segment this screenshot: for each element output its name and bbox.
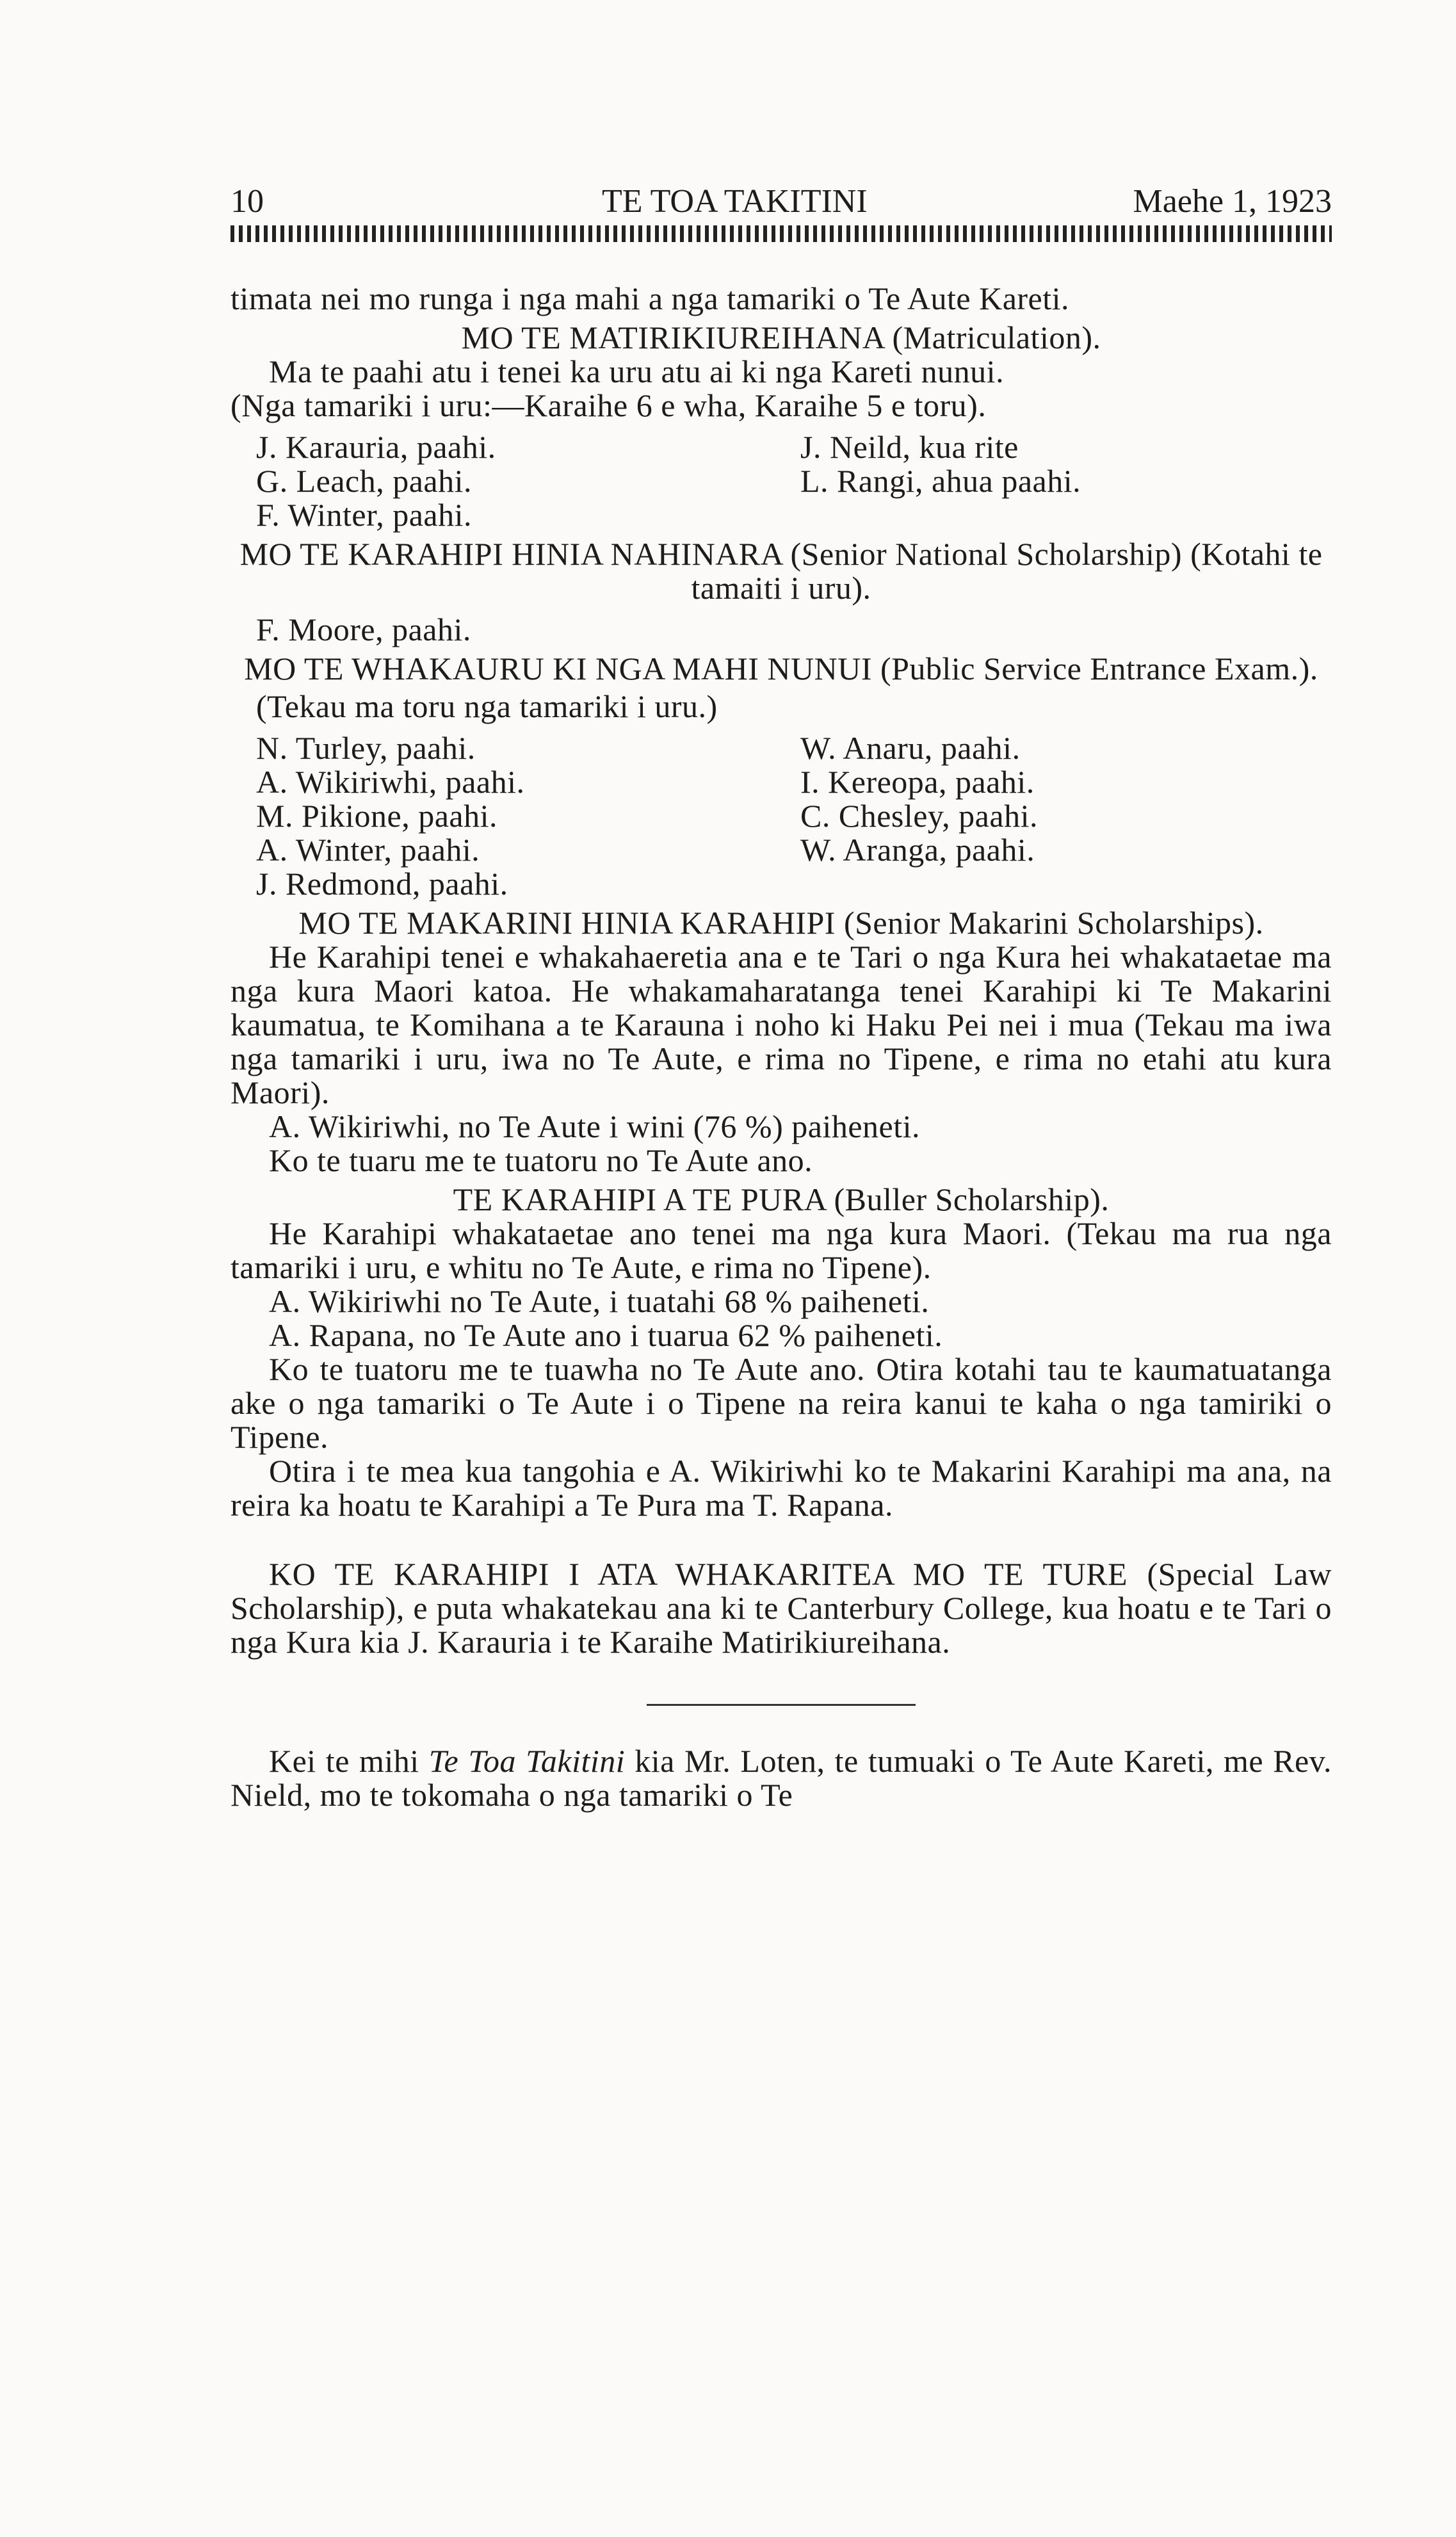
list-item: L. Rangi, ahua paahi. <box>800 463 1081 499</box>
list-item: J. Neild, kua rite <box>800 429 1019 465</box>
list-item: W. Aranga, paahi. <box>800 832 1035 868</box>
closing-text-post: kia Mr. Loten, te tumuaki o Te Aute Kareti, me Rev. Nield, mo te tokomaha o nga tamariki o Te <box>231 1743 1332 1813</box>
running-header <box>231 182 1332 221</box>
list-item: M. Pikione, paahi. <box>256 798 498 834</box>
list-item: J. Karauria, paahi. <box>256 429 496 465</box>
matriculation-names <box>256 430 1332 532</box>
list-item: F. Winter, paahi. <box>256 497 472 533</box>
issue-date: Maehe 1, 1923 <box>1133 183 1332 220</box>
list-item: W. Anaru, paahi. <box>800 730 1021 766</box>
publication-title: TE TOA TAKITINI <box>602 183 868 220</box>
list-item: N. Turley, paahi. <box>256 730 476 766</box>
buller-heading: TE KARAHIPI A TE PURA (Buller Scholarship). <box>453 1181 1110 1217</box>
makarini-paragraph: He Karahipi tenei e whakahaeretia ana e te Tari o nga Kura hei whakataetae ma nga kura Maori katoa. He whakamaharatanga tenei Karahipi ki Te Makarini kaumatua, te Komihana a te Karauna i noho ki Haku Pei nei i mua (Tekau ma iwa nga tamariki i uru, iwa no Te Aute, e rima no Tipene, e rima no etahi atu kura Maori). <box>231 939 1332 1110</box>
list-item <box>800 498 1357 532</box>
buller-result-1: A. Wikiriwhi no Te Aute, i tuatahi 68 % paiheneti. <box>269 1283 930 1319</box>
matriculation-heading: MO TE MATIRIKIUREIHANA (Matriculation). <box>461 320 1101 355</box>
matriculation-paragraph: Ma te paahi atu i tenei ka uru atu ai ki nga Kareti nunui. <box>269 353 1005 389</box>
buller-paragraph-3: Otira i te mea kua tangohia e A. Wikiriwhi ko te Makarini Karahipi ma ana, na reira ka hoatu te Karahipi a Te Pura ma T. Rapana. <box>231 1453 1332 1523</box>
makarini-result: A. Wikiriwhi, no Te Aute i wini (76 %) paiheneti. <box>269 1108 920 1144</box>
closing-paragraph <box>231 1744 1332 1812</box>
page-number: 10 <box>231 183 264 220</box>
list-item: A. Winter, paahi. <box>256 832 480 868</box>
closing-text-pre: Kei te mihi <box>269 1743 429 1779</box>
intro-paragraph: timata nei mo runga i nga mahi a nga tamariki o Te Aute Kareti. <box>231 280 1070 316</box>
publication-name-italic: Te Toa Takitini <box>428 1743 626 1779</box>
public-service-note: (Tekau ma toru nga tamariki i uru.) <box>256 688 718 724</box>
section-divider <box>647 1704 916 1706</box>
list-item: J. Redmond, paahi. <box>256 866 508 902</box>
list-item: G. Leach, paahi. <box>256 463 473 499</box>
list-item: F. Moore, paahi. <box>256 612 471 647</box>
public-service-heading: MO TE WHAKAURU KI NGA MAHI NUNUI (Public Service Entrance Exam.). <box>244 651 1318 686</box>
list-item: A. Wikiriwhi, paahi. <box>256 764 525 800</box>
senior-national-heading: MO TE KARAHIPI HINIA NAHINARA (Senior National Scholarship) (Kotahi te tamaiti i uru). <box>239 536 1323 606</box>
public-service-names <box>256 731 1332 901</box>
list-item <box>800 867 1357 901</box>
matriculation-note: (Nga tamariki i uru:—Karaihe 6 e wha, Karaihe 5 e toru). <box>231 387 987 423</box>
law-scholarship-paragraph: KO TE KARAHIPI I ATA WHAKARITEA MO TE TURE (Special Law Scholarship), e puta whakatekau ana ki te Canterbury College, kua hoatu e te Tari o nga Kura kia J. Karauria i te Karaihe Matirikiureihana. <box>231 1556 1332 1660</box>
buller-result-2: A. Rapana, no Te Aute ano i tuarua 62 % paiheneti. <box>269 1317 943 1353</box>
buller-paragraph-2: Ko te tuatoru me te tuawha no Te Aute ano. Otira kotahi tau te kaumatuatanga ake o nga tamariki o Te Aute i o Tipene na reira kanui te kaha o nga tamiriki o Tipene. <box>231 1351 1332 1455</box>
senior-national-names <box>256 613 1332 647</box>
article-body <box>231 282 1332 1812</box>
makarini-paragraph-2: Ko te tuaru me te tuatoru no Te Aute ano. <box>269 1142 813 1178</box>
makarini-heading: MO TE MAKARINI HINIA KARAHIPI (Senior Makarini Scholarships). <box>298 905 1264 941</box>
list-item: I. Kereopa, paahi. <box>800 764 1035 800</box>
list-item: C. Chesley, paahi. <box>800 798 1038 834</box>
decorative-header-rule <box>231 225 1332 242</box>
buller-paragraph: He Karahipi whakataetae ano tenei ma nga kura Maori. (Tekau ma rua nga tamariki i uru, e whitu no Te Aute, e rima no Tipene). <box>231 1215 1332 1285</box>
